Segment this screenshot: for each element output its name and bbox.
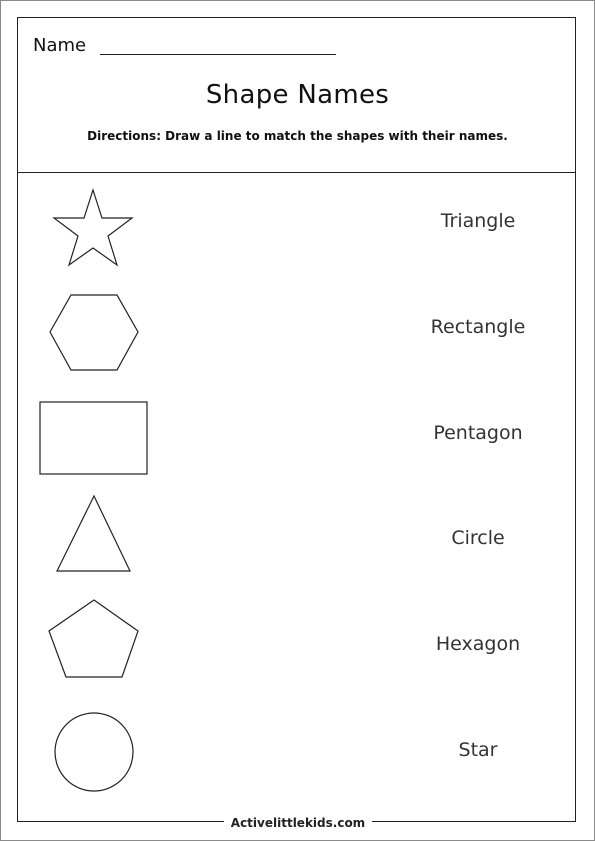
pentagon-shape (47, 598, 141, 680)
shape-name-5[interactable]: Hexagon (435, 633, 521, 655)
shape-name-6[interactable]: Star (458, 739, 498, 761)
shape-name-4[interactable]: Circle (451, 527, 505, 549)
triangle-shape (55, 494, 133, 574)
star-shape (52, 188, 134, 268)
page-title: Shape Names (205, 80, 390, 110)
shape-name-3[interactable]: Pentagon (433, 422, 523, 444)
directions: Directions: Draw a line to match the shapes with their names. (87, 129, 508, 143)
shape-name-2[interactable]: Rectangle (430, 316, 526, 338)
footer-site: Activelittlekids.com (230, 816, 366, 830)
rectangle-shape (39, 401, 149, 476)
hexagon-shape (48, 293, 140, 373)
shape-name-1[interactable]: Triangle (440, 210, 516, 232)
name-label: Name (33, 35, 87, 56)
header-divider (17, 172, 576, 173)
circle-shape (53, 711, 135, 793)
name-write-line[interactable] (100, 54, 336, 55)
